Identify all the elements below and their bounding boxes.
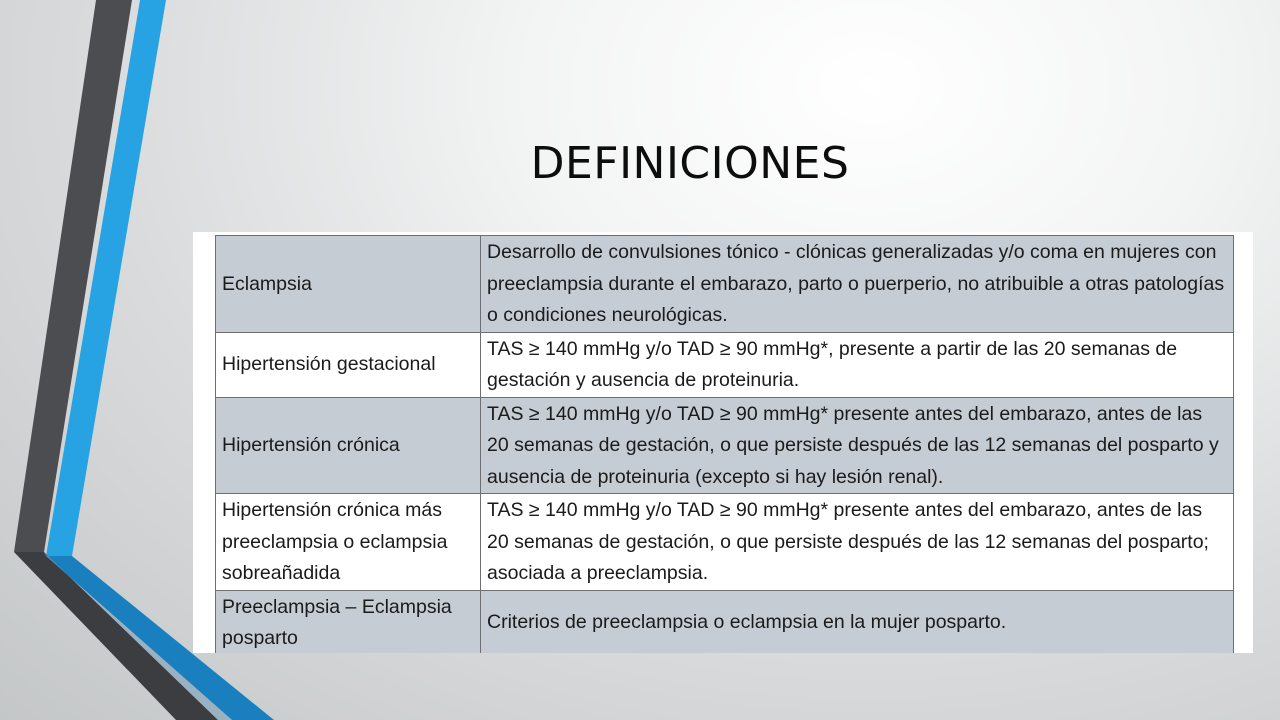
table-row	[216, 332, 1234, 397]
term-cell: Hipertensión crónica más preeclampsia o eclampsia sobreañadida	[216, 494, 481, 591]
table-row	[216, 590, 1234, 653]
definition-cell: TAS ≥ 140 mmHg y/o TAD ≥ 90 mmHg* presente antes del embarazo, antes de las 20 semanas de gestación, o que persiste después de las 12 semanas del posparto y ausencia de proteinuria (excepto si hay lesión renal).	[481, 397, 1234, 494]
term-cell: Eclampsia	[216, 236, 481, 333]
term-cell: Hipertensión gestacional	[216, 332, 481, 397]
table-row	[216, 494, 1234, 591]
slide-title: DEFINICIONES	[530, 138, 850, 189]
table-row	[216, 236, 1234, 333]
table-row	[216, 397, 1234, 494]
definitions-table-image	[193, 232, 1253, 653]
definition-cell: TAS ≥ 140 mmHg y/o TAD ≥ 90 mmHg* presente antes del embarazo, antes de las 20 semanas de gestación, o que persiste después de las 12 semanas del posparto; asociada a preeclampsia.	[481, 494, 1234, 591]
definition-cell: Criterios de preeclampsia o eclampsia en la mujer posparto.	[481, 590, 1234, 653]
definition-cell: TAS ≥ 140 mmHg y/o TAD ≥ 90 mmHg*, presente a partir de las 20 semanas de gestación y ausencia de proteinuria.	[481, 332, 1234, 397]
stripe-dark-lower	[14, 552, 218, 720]
term-cell: Preeclampsia – Eclampsia posparto	[216, 590, 481, 653]
term-cell: Hipertensión crónica	[216, 397, 481, 494]
definitions-table	[215, 235, 1234, 653]
definition-cell: Desarrollo de convulsiones tónico - clónicas generalizadas y/o coma en mujeres con preeclampsia durante el embarazo, parto o puerperio, no atribuible a otras patologías o condiciones neurológicas.	[481, 236, 1234, 333]
